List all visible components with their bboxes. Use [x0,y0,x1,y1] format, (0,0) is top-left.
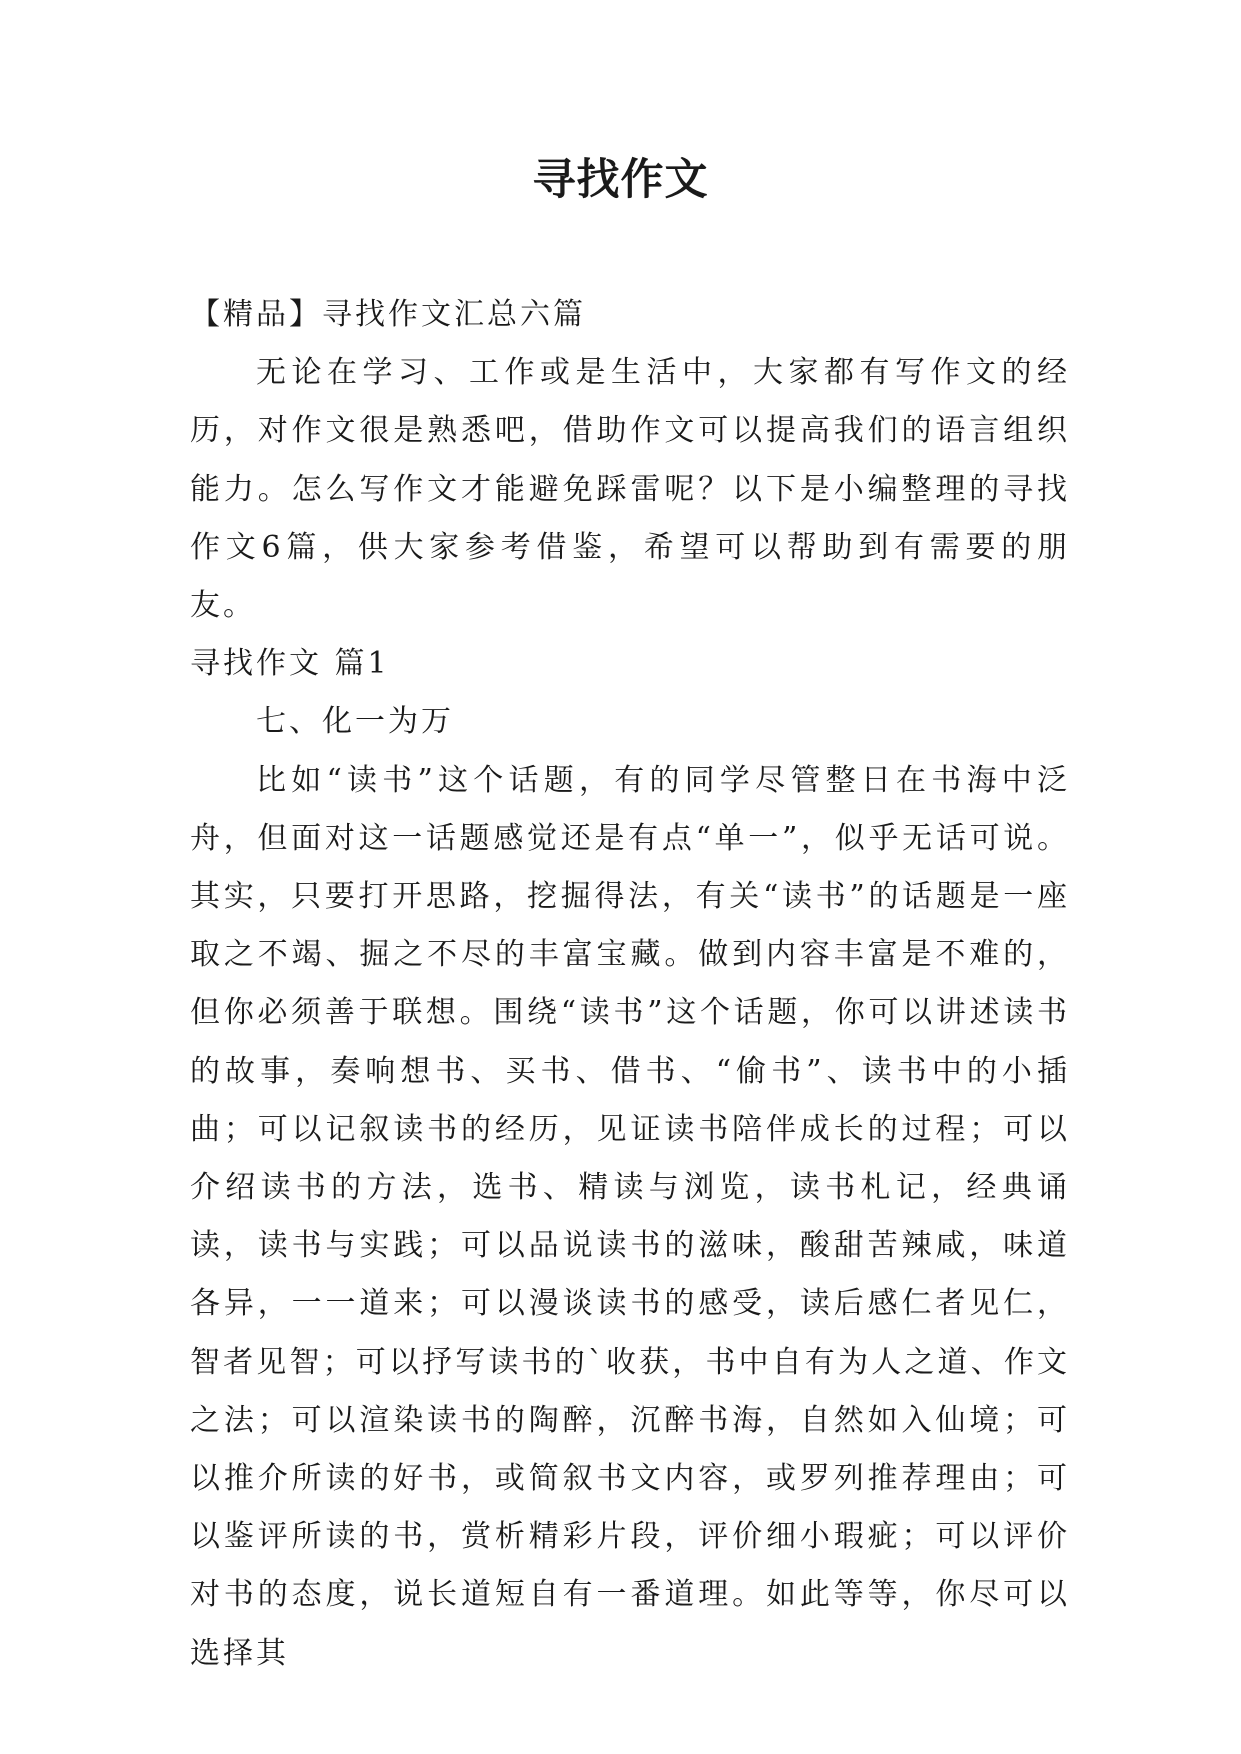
point-heading: 七、化一为万 [256,704,454,740]
document-subtitle: 【精品】寻找作文汇总六篇 [190,297,586,332]
section-heading: 寻找作文 篇1 [190,646,390,682]
document-title: 寻找作文 [532,155,709,205]
intro-paragraph: 无论在学习、工作或是生活中，大家都有写作文的经历，对作文很是熟悉吧，借助作文可以提高我们的语言组织能力。怎么写作文才能避免踩雷呢？以下是小编整理的寻找作文6篇，供大家参考借鉴，希望可以帮助到有需要的朋友。 [190,355,1070,624]
document-body [190,286,1070,1683]
body-paragraph: 比如“读书”这个话题，有的同学尽管整日在书海中泛舟，但面对这一话题感觉还是有点“单一”，似乎无话可说。其实，只要打开思路，挖掘得法，有关“读书”的话题是一座取之不竭、掘之不尽的丰富宝藏。做到内容丰富是不难的，但你必须善于联想。围绕“读书”这个话题，你可以讲述读书的故事，奏响想书、买书、借书、“偷书”、读书中的小插曲；可以记叙读书的经历，见证读书陪伴成长的过程；可以介绍读书的方法，选书、精读与浏览，读书札记，经典诵读，读书与实践；可以品说读书的滋味，酸甜苦辣咸，味道各异，一一道来；可以漫谈读书的感受，读后感仁者见仁，智者见智；可以抒写读书的`收获，书中自有为人之道、作文之法；可以渲染读书的陶醉，沉醉书海，自然如入仙境；可以推介所读的好书，或简叙书文内容，或罗列推荐理由；可以鉴评所读的书，赏析精彩片段，评价细小瑕疵；可以评价对书的态度，说长道短自有一番道理。如此等等，你尽可以选择其 [190,762,1070,1671]
